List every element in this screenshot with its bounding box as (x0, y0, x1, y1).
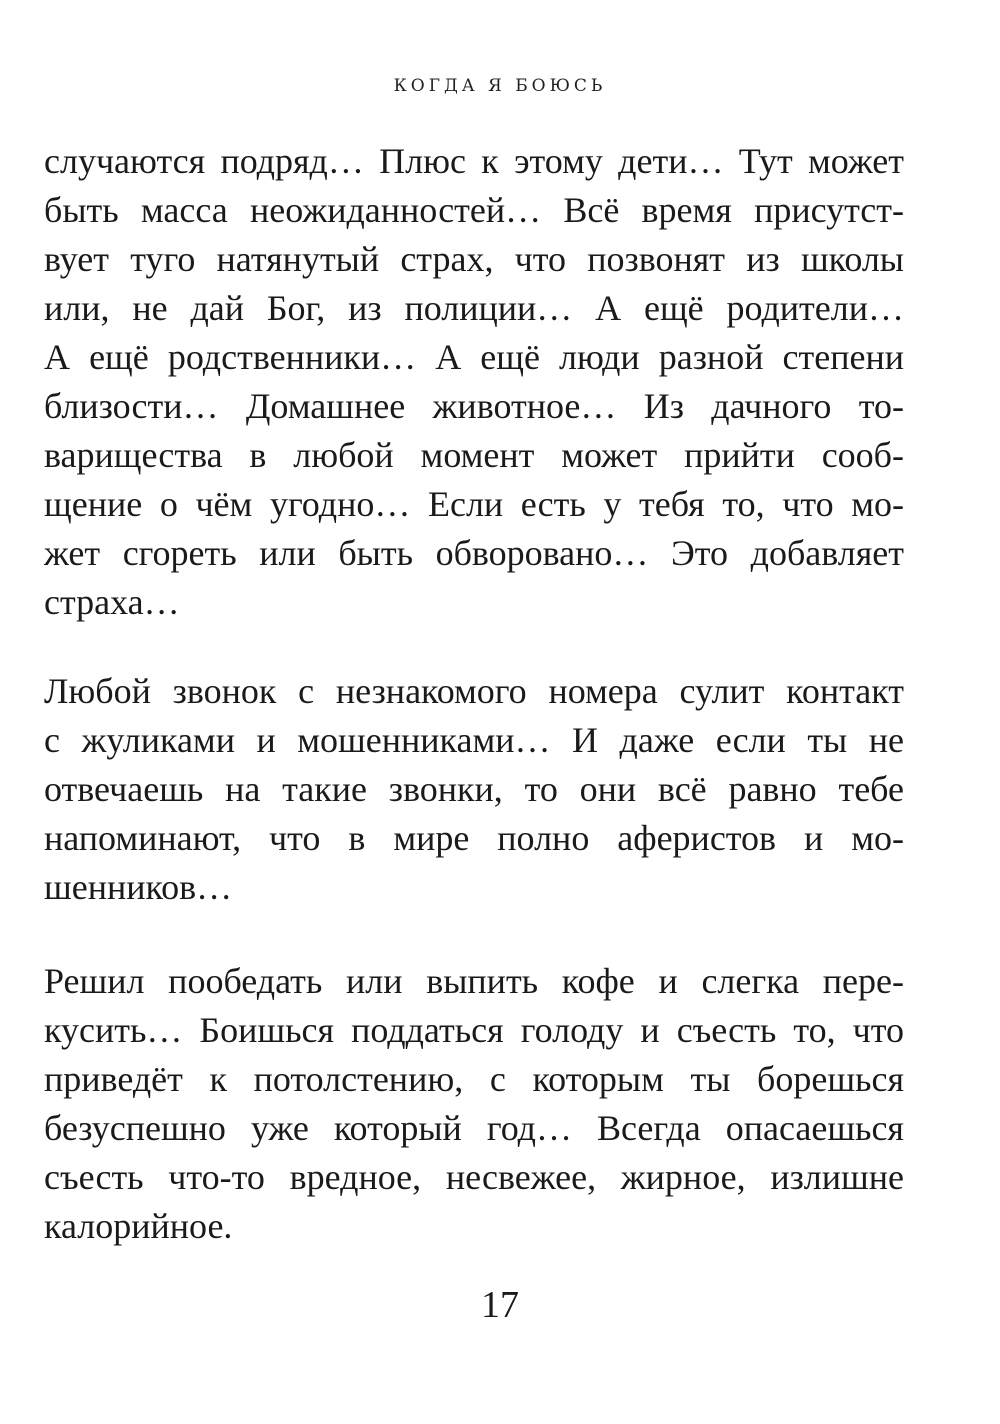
text-line: Любой звонок с незнакомого номера сулит контакт (44, 671, 904, 711)
text-line: быть масса неожиданностей… Всё время присутст- (44, 190, 904, 230)
text-line: кусить… Боишься поддаться голоду и съесть то, что (44, 1010, 904, 1050)
paragraph-3 (44, 957, 904, 1251)
text-line: страха… (44, 582, 180, 622)
text-line: Решил пообедать или выпить кофе и слегка пере- (44, 961, 904, 1001)
text-line: безуспешно уже который год… Всегда опасаешься (44, 1108, 904, 1148)
text-line: щение о чём угодно… Если есть у тебя то, что мо- (44, 484, 904, 524)
text-line: с жуликами и мошенниками… И даже если ты не (44, 720, 904, 760)
running-head: КОГДА Я БОЮСЬ (393, 76, 607, 96)
text-line: жет сгореть или быть обворовано… Это добавляет (44, 533, 904, 573)
text-line: приведёт к потолстению, с которым ты борешься (44, 1059, 904, 1099)
text-line: случаются подряд… Плюс к этому дети… Тут может (44, 141, 904, 181)
text-line: вует туго натянутый страх, что позвонят из школы (44, 239, 904, 279)
text-line: отвечаешь на такие звонки, то они всё равно тебе (44, 769, 904, 809)
text-line: калорийное. (44, 1206, 233, 1246)
text-line: шенников… (44, 867, 233, 907)
text-line: А ещё родственники… А ещё люди разной степени (44, 337, 904, 377)
text-line: или, не дай Бог, из полиции… А ещё родители… (44, 288, 904, 328)
text-line: близости… Домашнее животное… Из дачного то- (44, 386, 904, 426)
text-line: съесть что-то вредное, несвежее, жирное, излишне (44, 1157, 904, 1197)
text-line: напоминают, что в мире полно аферистов и мо- (44, 818, 904, 858)
text-line: варищества в любой момент может прийти сооб- (44, 435, 904, 475)
page-number: 17 (481, 1284, 519, 1326)
paragraph-2 (44, 667, 904, 912)
paragraph-1 (44, 137, 904, 627)
